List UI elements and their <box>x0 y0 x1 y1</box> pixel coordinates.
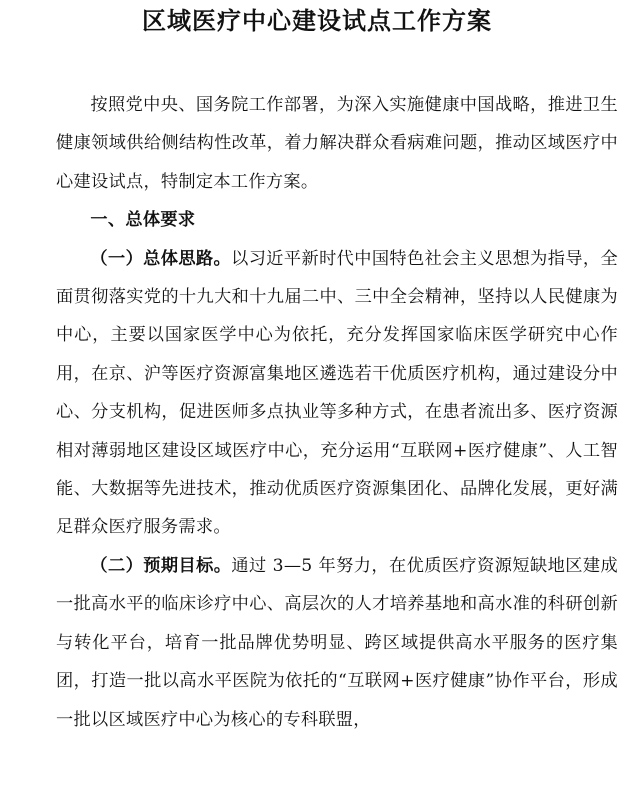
paragraph-expected-goals <box>56 547 618 739</box>
document-title: 区域医疗中心建设试点工作方案 <box>142 7 492 35</box>
expected-goals-text: 通过 3—5 年努力，在优质医疗资源短缺地区建成一批高水平的临床诊疗中心、高层次的人才培养基地和高水准的科研创新与转化平台，培育一批品牌优势明显、跨区域提供高水平服务的医疗集团，打造一批以高水平医院为依托的“互联网+医疗健康”协作平台，形成一批以区域医疗中心为核心的专科联盟， <box>56 555 618 730</box>
paragraph-overall-approach <box>56 240 618 547</box>
intro-paragraph: 按照党中央、国务院工作部署，为深入实施健康中国战略，推进卫生健康领域供给侧结构性改革，着力解决群众看病难问题，推动区域医疗中心建设试点，特制定本工作方案。 <box>56 95 618 192</box>
overall-approach-text: 以习近平新时代中国特色社会主义思想为指导，全面贯彻落实党的十九大和十九届二中、三中全会精神，坚持以人民健康为中心，主要以国家医学中心为依托，充分发挥国家临床医学研究中心作用，在京、沪等医疗资源富集地区遴选若干优质医疗机构，通过建设分中心、分支机构，促进医师多点执业等多种方式，在患者流出多、医疗资源相对薄弱地区建设区域医疗中心，充分运用“互联网+医疗健康”、人工智能、大数据等先进技术，推动优质医疗资源集团化、品牌化发展，更好满足群众医疗服务需求。 <box>56 248 619 538</box>
document-body <box>56 86 618 739</box>
subheading-expected-goals: （二）预期目标。 <box>90 555 232 576</box>
section-heading-general-requirements: 一、总体要求 <box>90 210 196 231</box>
subheading-overall-approach: （一）总体思路。 <box>90 248 232 269</box>
